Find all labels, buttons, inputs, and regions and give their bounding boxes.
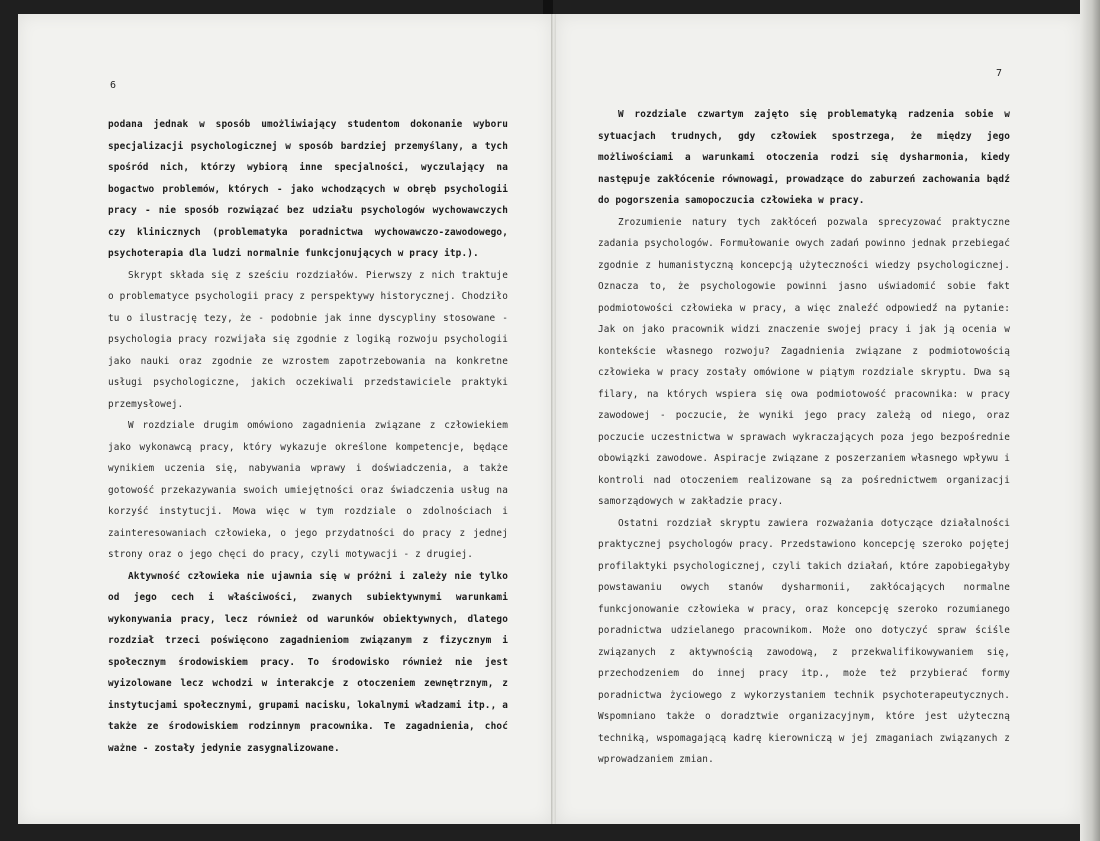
right-page-text [598,104,1010,771]
paragraph: Skrypt składa się z sześciu rozdziałów. Pierwszy z nich traktuje o problematyce psychologii pracy z perspektywy historycznej. Chodziło tu o ilustrację tezy, że - podobnie jak inne dyscypliny stosowane - psychologia pracy rozwijała się zgodnie z logiką rozwoju psychologii jako nauki oraz zgodnie ze wzrostem zapotrzebowania na konkretne usługi psychologiczne, jakich oczekiwali przedstawiciele praktyki przemysłowej. [108,269,508,410]
right-page-number: 7 [996,68,1003,79]
paragraph: W rozdziale drugim omówiono zagadnienia związane z człowiekiem jako wykonawcą pracy, który wykazuje określone kompetencje, będące wynikiem uczenia się, nabywania wprawy i doświadczenia, a także gotowość przekazywania swoich umiejętności oraz świadczenia usług na korzyść instytucji. Mowa więc w tym rozdziale o zdolnościach i zainteresowaniach człowieka, o jego przydatności do pracy z jednej strony oraz o jego chęci do pracy, czyli motywacji - z drugiej. [108,420,508,560]
left-page-number: 6 [110,80,117,91]
paragraph: podana jednak w sposób umożliwiający studentom dokonanie wyboru specjalizacji psychologicznej w sposób bardziej przemyślany, a tych spośród nich, którzy wybiorą inne specjalności, wyczulający na bogactwo problemów, których - jako wchodzących w obręb psychologii pracy - nie sposób rozwiązać bez udziału psychologów wychowawczych czy klinicznych (problematyka poradnictwa wychowawczo-zawodowego, psychoterapia dla ludzi normalnie funkcjonujących w pracy itp.). [108,119,508,259]
page-edge [1080,0,1100,841]
paragraph: Zrozumienie natury tych zakłóceń pozwala sprecyzować praktyczne zadania psychologów. Formułowanie owych zadań powinno jednak przebiegać zgodnie z humanistyczną koncepcją użyteczności wiedzy psychologicznej. Oznacza to, że psychologowie powinni jasno uświadomić sobie fakt podmiotowości człowieka w pracy, a więc znaleźć odpowiedź na pytanie: Jak on jako pracownik widzi znaczenie swojej pracy i jak ją ocenia w kontekście własnego rozwoju? Zagadnienia związane z podmiotowością człowieka w pracy zostały omówione w piątym rozdziale skryptu. Dwa są filary, na których wspiera się owa podmiotowość pracownika: w pracy zawodowej - poczucie, że wyniki jego pracy zależą od niego, oraz poczucie uczestnictwa w sprawach wykraczających poza jego bezpośrednie obowiązki zawodowe. Aspiracje związane z poszerzaniem własnego wpływu i kontroli nad otoczeniem realizowane są za pośrednictwem organizacji samorządowych w zakładzie pracy. [598,216,1010,507]
paragraph: Ostatni rozdział skryptu zawiera rozważania dotyczące działalności praktycznej psychologów pracy. Przedstawiono koncepcję szeroko pojętej profilaktyki psychologicznej, czyli takich działań, które zapobiegałyby powstawaniu owych stanów dysharmonii, zakłócających normalne funkcjonowanie człowieka w pracy, oraz koncepcję szeroko rozumianego poradnictwa udzielanego pracownikom. Może ono dotyczyć spraw ściśle związanych z aktywnością zawodową, z przekwalifikowywaniem się, przechodzeniem do innej pracy itp., może też przybierać formy poradnictwa życiowego z wykorzystaniem technik psychoterapeutycznych. Wspomniano także o doradztwie organizacyjnym, które jest użyteczną techniką, wspomagającą kadrę kierowniczą w jej zmaganiach związanych z wprowadzaniem zmian. [598,517,1010,765]
paragraph: Aktywność człowieka nie ujawnia się w próżni i zależy nie tylko od jego cech i właściwości, zwanych subiektywnymi warunkami wykonywania pracy, lecz również od warunków obiektywnych, dlatego rozdział trzeci poświęcono zagadnieniom związanym z fizycznym i społecznym środowiskiem pracy. To środowisko również nie jest wyizolowane lecz wchodzi w interakcje z otoczeniem zewnętrznym, z instytucjami społecznymi, grupami nacisku, lokalnymi władzami itp., a także ze środowiskiem rodzinnym pracownika. Te zagadnienia, choć ważne - zostały jedynie zasygnalizowane. [108,570,508,754]
paragraph: W rozdziale czwartym zajęto się problematyką radzenia sobie w sytuacjach trudnych, gdy człowiek spostrzega, że między jego możliwościami a warunkami otoczenia rodzi się dysharmonia, kiedy następuje zakłócenie równowagi, prowadzące do zaburzeń zachowania bądź do pogorszenia samopoczucia człowieka w pracy. [598,109,1010,206]
left-page-text [108,114,508,759]
